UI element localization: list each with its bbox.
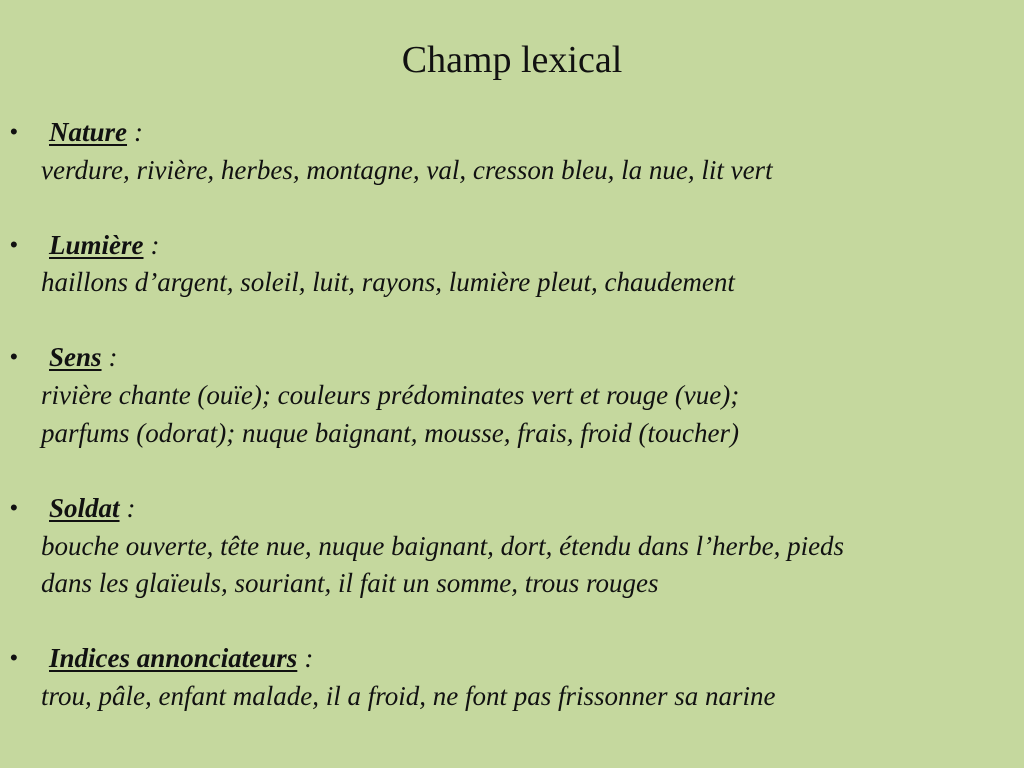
section-heading-colon: : [150,230,160,260]
section-heading-colon: : [108,342,118,372]
section-heading [49,340,118,374]
section-heading-label: Lumière [49,230,144,260]
section-heading [49,641,313,675]
section-heading [49,491,136,525]
section-line: parfums (odorat); nuque baignant, mousse, frais, froid (toucher) [41,418,739,448]
section-line: rivière chante (ouïe); couleurs prédominates vert et rouge (vue); [41,380,740,410]
section-heading-label: Sens [49,342,102,372]
section-heading-label: Soldat [49,493,120,523]
bullet-icon: • [10,232,18,257]
bullet-icon: • [10,645,18,670]
section-heading [49,115,143,149]
bullet-icon: • [10,495,18,520]
bullet-icon: • [10,119,18,144]
section-heading-label: Nature [49,117,128,147]
section-heading [49,228,160,262]
section-line: haillons d’argent, soleil, luit, rayons, lumière pleut, chaudement [41,267,735,297]
section-heading-colon: : [126,493,136,523]
section-line: verdure, rivière, herbes, montagne, val, cresson bleu, la nue, lit vert [41,155,773,185]
section-heading-colon: : [134,117,144,147]
section-heading-label: Indices annonciateurs [49,643,298,673]
bullet-icon: • [10,344,18,369]
section-line: dans les glaïeuls, souriant, il fait un somme, trous rouges [41,568,659,598]
slide-title: Champ lexical [401,39,623,81]
section-heading-colon: : [304,643,314,673]
section-line: bouche ouverte, tête nue, nuque baignant, dort, étendu dans l’herbe, pieds [41,531,845,561]
section-line: trou, pâle, enfant malade, il a froid, ne font pas frissonner sa narine [41,681,776,711]
